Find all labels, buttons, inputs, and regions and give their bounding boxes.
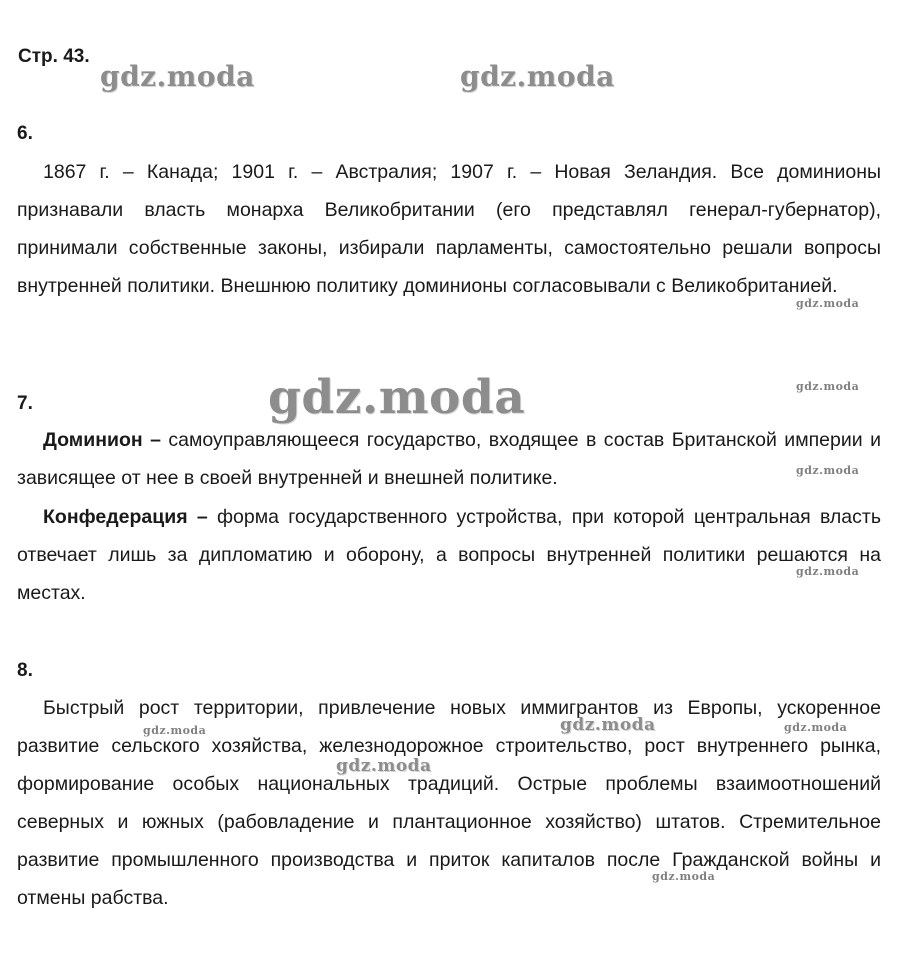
term-confederation: Конфедерация – — [43, 506, 208, 528]
section-number-7: 7. — [17, 393, 33, 414]
watermark: gdz.moda — [143, 724, 207, 737]
definition-text: самоуправляющееся государство, входящее в состав Британской империи и зависящее от нее в своей внутренней и внешней политике. — [17, 429, 881, 489]
paragraph-text: Быстрый рост территории, привлечение новых иммигрантов из Европы, ускоренное развитие сельского хозяйства, железнодорожное строительство, рост внутреннего рынка, формирование особых национальных традиций. Острые проблемы взаимоотношений северных и южных (рабовладение и плантационное хозяйство) штатов. Стремительное развитие промышленного производства и приток капиталов после Гражданской войны и отмены рабства. — [17, 697, 881, 909]
section-number-6: 6. — [17, 123, 33, 144]
watermark: gdz.moda — [784, 721, 848, 734]
definition-text: форма государственного устройства, при которой центральная власть отвечает лишь за дипломатию и оборону, а вопросы внутренней политики решаются на местах. — [17, 506, 881, 604]
paragraph-text: 1867 г. – Канада; 1901 г. – Австралия; 1907 г. – Новая Зеландия. Все доминионы признавали власть монарха Великобритании (его представлял генерал-губернатор), принимали собственные законы, избирали парламенты, самостоятельно решали вопросы внутренней политики. Внешнюю политику доминионы согласовывали с Великобританией. — [17, 161, 881, 297]
watermark: gdz.moda — [336, 756, 432, 776]
definition-dominion — [17, 421, 881, 497]
watermark: gdz.moda — [560, 715, 656, 735]
watermark: gdz.moda — [100, 60, 255, 93]
watermark: gdz.moda — [796, 565, 860, 578]
section-number-8: 8. — [17, 660, 33, 681]
watermark: gdz.moda — [796, 464, 860, 477]
term-dominion: Доминион – — [43, 429, 161, 451]
watermark: gdz.moda — [652, 870, 716, 883]
watermark: gdz.moda — [268, 370, 526, 425]
watermark: gdz.moda — [460, 60, 615, 93]
section-6-paragraph — [17, 153, 881, 305]
definition-confederation — [17, 498, 881, 612]
page-label: Стр. 43. — [18, 46, 90, 67]
watermark: gdz.moda — [796, 380, 860, 393]
watermark: gdz.moda — [796, 297, 860, 310]
